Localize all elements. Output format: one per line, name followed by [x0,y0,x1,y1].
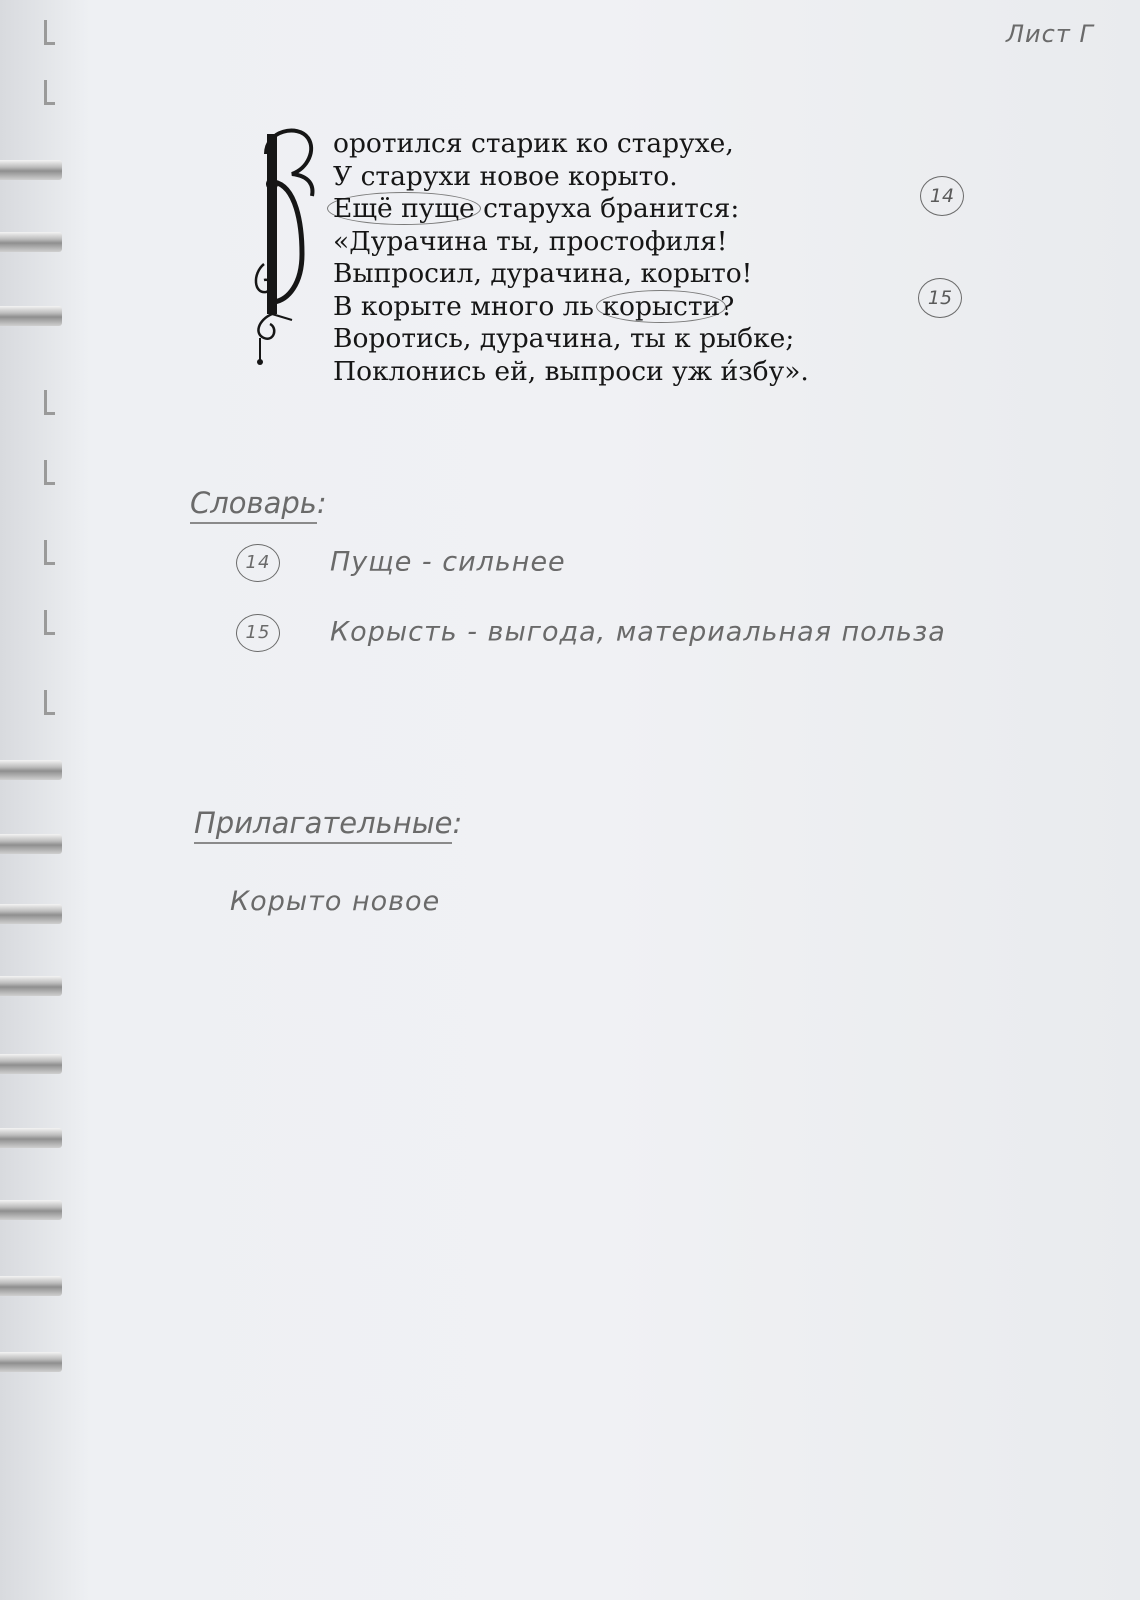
binding-hole [44,690,55,715]
adjectives-heading-colon: : [452,806,463,840]
vocabulary-entry-text: Пуще - сильнее [330,546,566,578]
poem-line [333,128,893,161]
sheet-label: Лист Г [1006,20,1094,48]
poem-line [333,291,893,324]
poem-line-text: У старухи новое корыто. [333,160,678,192]
spiral-binding [0,0,70,1600]
poem-line-text: В корыте много ль [333,290,603,322]
poem-line [333,193,893,226]
poem-line-text: Выпросил, дурачина, корыто! [333,258,753,289]
binding-hole [44,540,55,565]
binding-ring [0,834,62,854]
poem-line-text: Воротись, дурачина, ты к рыбке; [333,323,795,354]
adjectives-heading-text: Прилагательные [194,806,452,844]
binding-hole [44,390,55,415]
binding-hole [44,80,55,105]
binding-ring [0,1276,62,1296]
poem-line-text: «Дурачина ты, простофиля! [333,225,728,257]
poem-line [333,161,893,194]
binding-ring [0,976,62,996]
circled-word: корысти [596,290,726,323]
vocabulary-entry-number: 14 [236,544,280,582]
drop-cap-ornament-icon [252,124,328,372]
binding-ring [0,160,62,180]
margin-mark-15: 15 [918,278,962,318]
poem-text [333,128,893,388]
vocabulary-heading [190,486,327,524]
binding-ring [0,232,62,252]
binding-ring [0,1128,62,1148]
binding-hole [44,460,55,485]
poem-line-text: ? [720,290,735,322]
vocabulary-entry [236,544,566,582]
margin-mark-14: 14 [920,176,964,216]
vocabulary-heading-colon: : [316,486,327,520]
poem-line-text: оротился старик ко старухе, [333,128,734,159]
vocabulary-entry-number: 15 [236,614,280,652]
binding-ring [0,760,62,780]
adjectives-heading [194,806,462,844]
adjectives-text: Корыто новое [230,886,441,917]
binding-ring [0,1054,62,1074]
poem-line [333,356,893,389]
poem-line-text: старуха бранится: [474,193,740,224]
binding-ring [0,306,62,326]
poem-line [333,258,893,291]
poem-line [333,323,893,356]
binding-hole [44,20,55,45]
vocabulary-entry-text: Корысть - выгода, материальная польза [330,616,946,648]
poem-line [333,226,893,259]
binding-ring [0,904,62,924]
binding-ring [0,1352,62,1372]
poem-line-text: Поклонись ей, выпроси уж и́збу». [333,355,809,387]
circled-word: Ещё пуще [327,192,481,225]
vocabulary-heading-text: Словарь [190,486,317,524]
binding-hole [44,610,55,635]
binding-ring [0,1200,62,1220]
drop-cap [252,124,328,372]
vocabulary-entry [236,614,946,652]
